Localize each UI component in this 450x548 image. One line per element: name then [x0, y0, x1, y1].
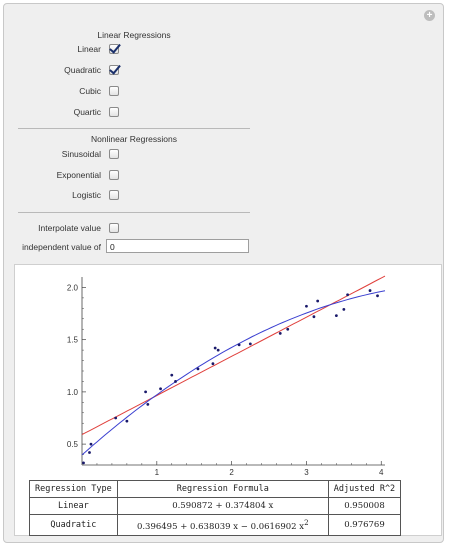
- logistic-option[interactable]: [4, 190, 119, 200]
- linear-checkbox[interactable]: [109, 44, 119, 54]
- row-r2: 0.950008: [328, 498, 400, 515]
- data-point: [174, 380, 177, 383]
- cubic-label: Cubic: [79, 86, 101, 96]
- y-tick-label: 0.5: [66, 440, 78, 450]
- x-tick-label: 3: [304, 468, 309, 475]
- independent-value-input[interactable]: 0: [106, 239, 249, 253]
- x-tick-label: 1: [154, 468, 160, 475]
- logistic-checkbox[interactable]: [109, 190, 119, 200]
- linear-fit-line: [82, 276, 385, 435]
- data-point: [369, 289, 372, 292]
- data-point: [346, 293, 349, 296]
- row-type: Linear: [30, 498, 118, 515]
- sinusoidal-checkbox[interactable]: [109, 149, 119, 159]
- data-point: [305, 305, 308, 308]
- sinusoidal-label: Sinusoidal: [61, 149, 101, 159]
- data-point: [279, 332, 282, 335]
- table-row: [30, 498, 401, 515]
- row-r2: 0.976769: [328, 515, 400, 536]
- manipulate-panel: [3, 3, 444, 543]
- data-point: [342, 308, 345, 311]
- quadratic-checkbox[interactable]: [109, 65, 119, 75]
- header-regression-type: Regression Type: [30, 481, 118, 498]
- x-tick-label: 4: [379, 468, 384, 475]
- regression-plot: [15, 265, 441, 475]
- header-regression-formula: Regression Formula: [117, 481, 328, 498]
- y-tick-label: 1.0: [66, 387, 78, 397]
- linear-label: Linear: [77, 44, 101, 54]
- separator: [18, 212, 250, 213]
- data-point: [217, 349, 220, 352]
- data-point: [286, 328, 289, 331]
- data-point: [238, 343, 241, 346]
- data-point: [214, 347, 217, 350]
- interpolate-label: Interpolate value: [38, 223, 101, 233]
- interpolate-checkbox[interactable]: [109, 223, 119, 233]
- data-point: [159, 387, 162, 390]
- logistic-label: Logistic: [72, 190, 101, 200]
- quartic-option[interactable]: [4, 107, 119, 117]
- exponential-label: Exponential: [56, 170, 101, 180]
- header-adjusted-r2: Adjusted R^2: [328, 481, 400, 498]
- data-point: [249, 342, 252, 345]
- data-point: [316, 300, 319, 303]
- formula-exponent: 2: [304, 518, 309, 527]
- quadratic-label: Quadratic: [64, 65, 101, 75]
- row-formula: [117, 515, 328, 536]
- quartic-label: Quartic: [73, 107, 101, 117]
- data-point: [114, 417, 117, 420]
- data-point: [144, 390, 147, 393]
- linear-regressions-title: Linear Regressions: [97, 30, 171, 40]
- cubic-checkbox[interactable]: [109, 86, 119, 96]
- regression-table: [29, 480, 401, 536]
- data-point: [170, 374, 173, 377]
- sinusoidal-option[interactable]: [4, 149, 119, 159]
- output-area: [14, 264, 442, 536]
- quadratic-fit-line: [82, 291, 385, 455]
- data-point: [146, 403, 149, 406]
- data-point: [88, 451, 91, 454]
- interpolate-option[interactable]: [4, 223, 119, 233]
- formula-text: 0.396495 + 0.638039 x − 0.0616902 x: [136, 521, 305, 532]
- row-formula: 0.590872 + 0.374804 x: [117, 498, 328, 515]
- table-header-row: [30, 481, 401, 498]
- data-point: [313, 315, 316, 318]
- independent-value-label: independent value of: [22, 242, 101, 252]
- quartic-checkbox[interactable]: [109, 107, 119, 117]
- exponential-checkbox[interactable]: [109, 170, 119, 180]
- add-icon[interactable]: +: [424, 10, 435, 21]
- data-point: [197, 368, 200, 371]
- nonlinear-regressions-title: Nonlinear Regressions: [91, 134, 177, 144]
- data-point: [212, 362, 215, 365]
- data-point: [90, 443, 93, 446]
- quadratic-option[interactable]: [4, 65, 119, 75]
- linear-option[interactable]: [4, 44, 119, 54]
- cubic-option[interactable]: [4, 86, 119, 96]
- data-point: [376, 294, 379, 297]
- exponential-option[interactable]: [4, 170, 119, 180]
- table-row: [30, 515, 401, 536]
- data-point: [335, 314, 338, 317]
- x-tick-label: 2: [229, 468, 234, 475]
- data-point: [82, 462, 85, 465]
- independent-value-row: [4, 242, 101, 252]
- row-type: Quadratic: [30, 515, 118, 536]
- y-tick-label: 1.5: [66, 335, 78, 345]
- y-tick-label: 2.0: [66, 283, 78, 293]
- data-point: [125, 420, 128, 423]
- separator: [18, 128, 250, 129]
